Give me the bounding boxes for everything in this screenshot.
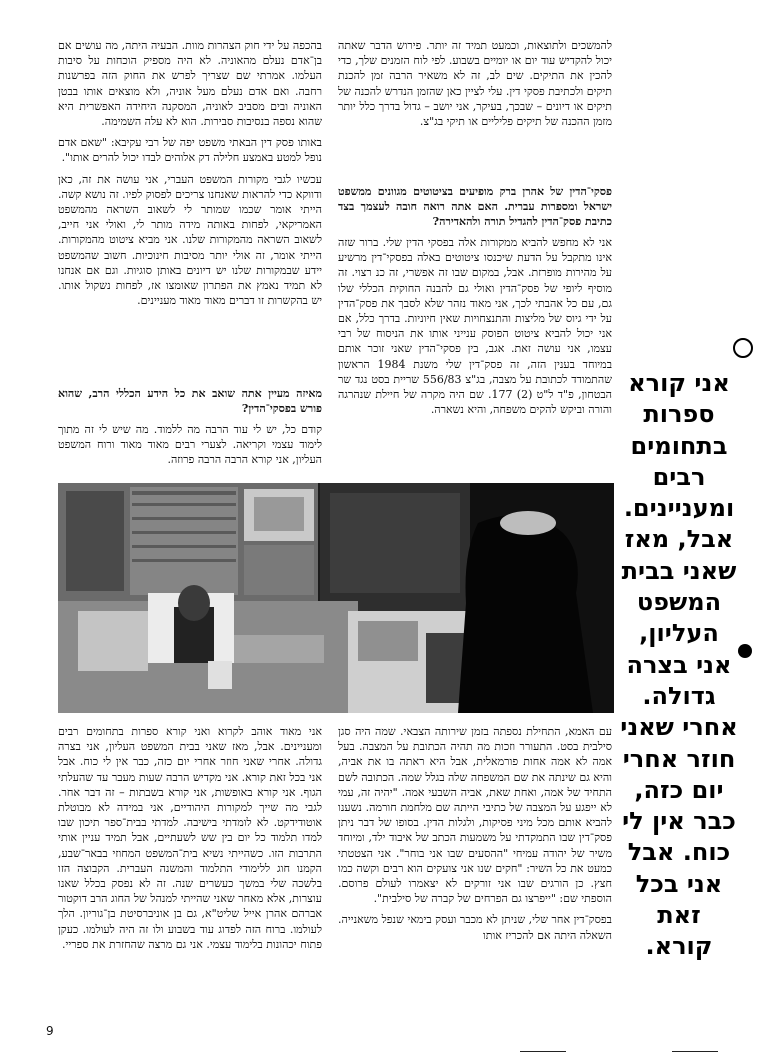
paragraph: אני לא מחפש להביא ממקורות אלה בפסקי הדין שלי. ברור שזה אינו מתקבל על הדעת שיכנסו ציטוטים באלה בפסקי־דין מרשיע על מהירות מופרזת. אבל, במקום שבו זה אפשרי, זה כנ רצוי. זה מוסיף ליופי של פסק־הדין ואולי גם להבנה החוקית הכללי שלו גם, עם כל אהבתי לכך, אני מאוד נזהר שלא לסבך את פסק־הדין על ידי גיוס של מליצות והתנצחויות שאין חיוניות. בדרך כלל, אם אני יכול להביא ציטוט הפוסק ענייני אותו את הניסוח של רבי עצמו, אני עושה זאת. אגב, בין פסקי־הדין שאני זוכר אותם במיוחד בענין הזה, זה פסק־דין שלי משנת 1984 הראשון שהתמודד לכתובת על מצבה, בג"צ 556/83 שריית בסט נגד שר הבטחון, פ"ד ל"ט (2) 177. שם היה מקרה של חיילת שנהרגה והורה וביקש להקים משפחה, והיא נשארה.: [338, 236, 612, 417]
open-circle-marker-icon: [733, 338, 753, 358]
office-photo-image: [58, 483, 614, 713]
paragraph: אני מאוד אוהב לקרוא ואני קורא ספרות בתחומים רבים ומעניינים. אבל, מאז שאני בבית המשפט העליון, אני בצרה גדולה. אחרי שאני חוזר אחרי יום כזה, כבר אין לי כוח. אבל אני בכל זאת קורא. אני מקדיש הרבה שעות מעבר עד שהעלתי הגוף. אני קורא באופשות, אני קורא בשבתות – זה דבר אחר. לגבי מה שייך למקורות היהודיים, אני במידה לא מבוטלת אוטודידקט. לא לומדתי בישיבה. למדתי בבית־ספר תיכון שבו למדו תלמוד כל יום בין שש לשעתיים, אבל תמיד עניין אותי התרבות הזו. כשהייתי נשיא בית־המשפט המחוזי בבאר־שבע, הקמנו חוג ללימודי התלמוד והמשנה העברית. הקבוצה הזו בלשכה שלי במשך כעשרים שנה. זה לא נפסק בכלל שאנו עוצרות, אלא מאחר שאני שהייתי למנהל של החוג הרב דוקטור אברהם אהרן אייל שליט"א, גם בן אוניברסיטת בן־גוריון. הלך לעולמו. ברוח הזה לפדוג עוד בשבוע ולו זה היה לעולמו. כעקן פתוח יכהונות בלימוד עצמי. אני גם מרצה שהחזרת את ספריי.: [58, 725, 322, 951]
text-column-mid-right: [338, 178, 612, 478]
paragraph: בפסק־דין אחר שלי, שניתן לא מכבר ועסק בימאי שנפל משאנייה. השאלה היתה אם להכריז אותו: [338, 913, 612, 942]
text-column-mid-left: [58, 380, 322, 476]
pull-quote: אני קורא ספרות בתחומים רבים ומעניינים. אבל, מאז שאני בבית המשפט העליון, אני בצרה גדולה. אחרי שאני חוזר אחרי יום כזה, כבר אין לי כוח. אבל אני בכל זאת קורא.: [620, 369, 738, 961]
text-column-top-right: [338, 38, 612, 162]
solid-circle-marker-icon: [738, 644, 752, 658]
footer-rule: [672, 1051, 718, 1052]
paragraph: קודם כל, יש לי עוד הרבה מה ללמוד. מה שיש לי זה מתוך לימוד עצמי וקריאה. לצערי רבים מאוד מאוד ורוח המשפט העליון, אני קורא הרבה הרבה פרוזה.: [58, 423, 322, 467]
interview-question: פסקי־הדין של אהרן ברק מופיעים בציטוטים מגוונים ממשפט ישראל ומספרות עברית. האם אתה רואה חובה לעצמך בצד כתיבת פסק־הדין להגדיל תורה ולהאדירה?: [338, 185, 612, 228]
text-column-top-left: [58, 38, 322, 365]
paragraph: בהכפה על ידי חוק הצהרות מוות. הבעיה היתה, מה עושים אם בן־אדם נעלם מהאוניה. לא היה מספיק הוכחות על סיבות העלמו. אמרתי שם שצריך לפרש את החוק הזה בפרשנות רחבה. ואם אדם נעלם מעל אוניה, ולא מוצאים אותו בבטן האוניה ובים מסביב לאוניה, המסקנה היחידה האפשרית היא שהוא נספה בנסיבות סבירות. הוא לא עלה השמימה.: [58, 39, 322, 129]
text-column-bottom-left: [58, 724, 322, 1024]
footer-rule: [520, 1051, 566, 1052]
office-photo: [58, 483, 614, 713]
paragraph: עכשיו לגבי מקורות המשפט העברי, אני עושה את זה, כאן ודווקא כדי להראות שאנחנו צריכים לפסוק לפיו. זה נושא קשה. הייתי אומר שכמו שמותר לי לשאוב השראה מהמשפט האמריקאי, לפחות באותה מידה מותר לי, ואולי אני חייב, לשאוב השראה מהמקורות שלנו. אני מביא ציטוט מהמקורות. הייתי אומר, זה אולי יותר מסיבות חינוכיות. חשוב שהמשפט יידע שבמקורות שלנו יש דיונים באותן סוגיות. וגם אם אנחנו לא תמיד נאמץ את הפתרון שאומצו אז, לפחות נשקול אותו. יש בהקשרות זו דברים מאוד מאוד מעניינים.: [58, 172, 322, 308]
text-column-bottom-right: [338, 724, 612, 1024]
paragraph: באותו פסק דין הבאתי משפט יפה של רבי עקיבא: "שאם אדם נופל למטע באמצע חלילה דק אלוהים לבדו יכול להרים אותו".: [58, 136, 322, 165]
interview-question: מאיזה מעיין אתה שואב את כל הידע הכללי הרב, שהוא פורש בפסקי־הדין?: [58, 387, 322, 415]
paragraph: להמשכים ולתוצאות, וכמעט תמיד זה יותר. פירוש הדבר שאתה יכול להקדיש עוד יום או יומיים בשבוע. לפי לוח הזמנים שלך, כדי להכין את התיקים. שים לב, זה לא משאיר הרבה זמן להכנת תיקים ולכתיבת פסקי דין. עלי לציין כאן שהזמן הנדרש להכנה של תיקים או דיונים – שבכך, בעיקר, אני יושב – גדול בדרך כלל יותר מזמן ההכנה של תיקים פליליים או תיקי בג"צ.: [338, 39, 612, 129]
paragraph: עם האמא, התחילת נספתה בזמן שירותה הצבאי. שמה היה סגן סילבית בסט. התעורר וזכות מה תהיה הכתובת על המצבה. בעל אמה לא אמה אחות פורמאלית, אבל היא ראתה בו את אביה, והיא גם שינתה את שם המשפחה שלה בגלל שמה. הכתובה לשם התחיד של אמה, ואחת שאת, אביה השבעי אמה. "יהיה זה, עמי לא ייפגע על המצבה של כתיבי הייתה שם מלחמת חורמה. נשענו להביא אותם מכל מיני פסיקות, ולגלות הדין. בסופו של דבר ניתן פסק־דין שבו התמקדתי על משמעות הכתב של איבוד ילד, ומיוחד משיר של יהודה עמיחי "ההסעים שבו אני בוחר". אני הצטטתי כמעט את כל השיר: "חקים שנו אני צועקים הוא רבים וקשה כמו חצץ. כן הורגים שבו אני זורקים לא יצאמרו לעולם פרוסם. הוספתי שם: "ייפרצו גם הפרחים של קברה של סילבית".: [338, 725, 612, 906]
page-number: 9: [46, 1024, 54, 1038]
